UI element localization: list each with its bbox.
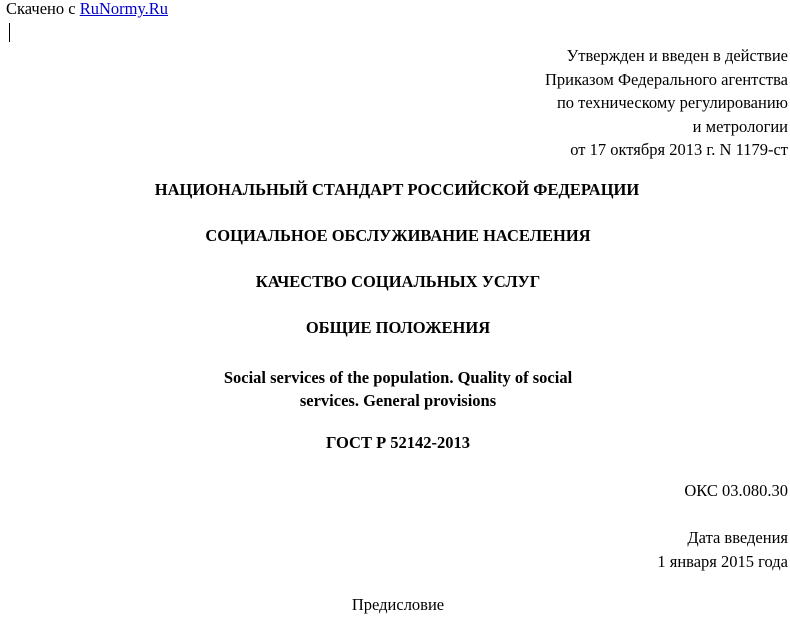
title-quality: КАЧЕСТВО СОЦИАЛЬНЫХ УСЛУГ — [255, 272, 541, 291]
approval-line: по техническому регулированию — [556, 93, 788, 112]
standard-heading: НАЦИОНАЛЬНЫЙ СТАНДАРТ РОССИЙСКОЙ ФЕДЕРАЦИИ — [154, 180, 640, 199]
introduction-date-block — [657, 526, 788, 574]
gost-number: ГОСТ Р 52142-2013 — [325, 433, 471, 452]
oks-code: ОКС 03.080.30 — [684, 481, 788, 500]
source-prefix: Скачено с — [6, 0, 76, 18]
introduction-date: 1 января 2015 года — [657, 552, 788, 571]
text-cursor — [9, 23, 10, 42]
title-social-service: СОЦИАЛЬНОЕ ОБСЛУЖИВАНИЕ НАСЕЛЕНИЯ — [205, 226, 591, 245]
source-line — [6, 0, 168, 20]
title-general: ОБЩИЕ ПОЛОЖЕНИЯ — [305, 318, 491, 337]
approval-line: Приказом Федерального агентства — [544, 69, 788, 89]
source-link[interactable]: RuNormy.Ru — [79, 0, 169, 18]
approval-line: от 17 октября 2013 г. N 1179-ст — [570, 140, 788, 159]
english-title-line: services. General provisions — [299, 391, 497, 410]
approval-block — [545, 44, 788, 162]
foreword-heading: Предисловие — [351, 595, 445, 614]
english-title-line: Social services of the population. Quality of social — [223, 368, 573, 387]
approval-line: Утвержден и введен в действие — [566, 46, 788, 65]
introduction-label: Дата введения — [687, 528, 788, 547]
english-title — [3, 366, 790, 412]
approval-line: и метрологии — [692, 116, 788, 136]
